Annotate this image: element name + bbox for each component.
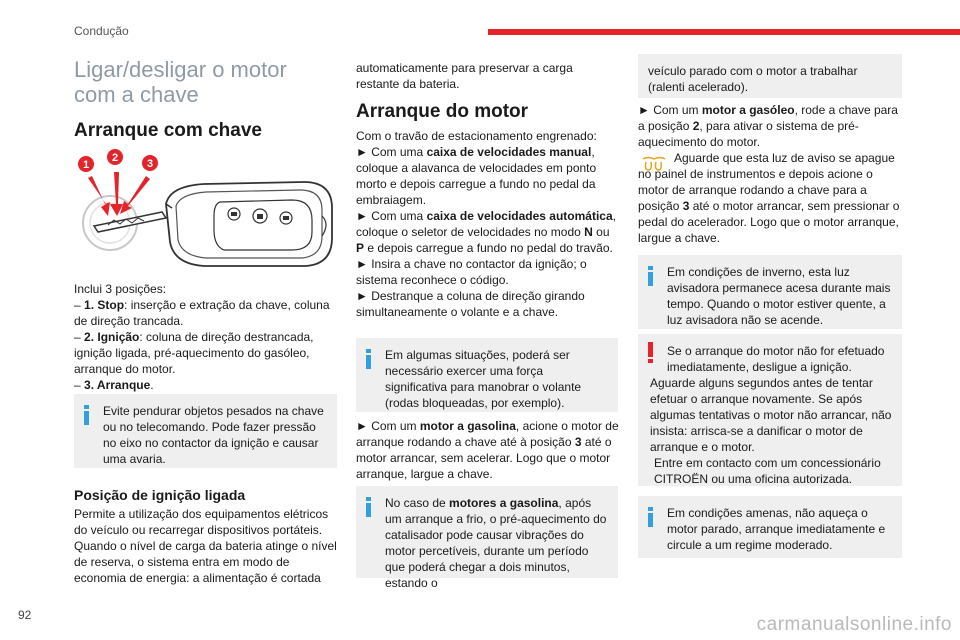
step-diesel-engine: ► Com um motor a gasóleo, rode a chave para a posição 2, para ativar o sistema de pré-aquecimento do motor. [638, 103, 898, 149]
info-icon [366, 497, 371, 517]
step-insert-key: ► Insira a chave no contactor da ignição; o sistema reconhece o código. [356, 257, 587, 287]
info-icon [366, 349, 371, 369]
position-item-1: – 1. Stop: inserção e extração da chave, coluna de direção trancada. [74, 298, 330, 328]
col2-continuation: automaticamente para preservar a carga restante da bateria. [356, 61, 573, 91]
figure-label-1: 1 [82, 159, 90, 171]
positions-intro [74, 281, 339, 393]
position-item-2: – 2. Ignição: coluna de direção destrancada, ignição ligada, pré-aquecimento do gasóleo, arranque do motor. [74, 330, 314, 376]
ignicao-paragraph: Permite a utilização dos equipamentos elétricos do veículo ou recarregar dispositivos portáteis. Quando o nível de carga da bateria atinge o nível de reserva, o sistema entra em modo de economia de energia: a alimentação é cortada [74, 507, 337, 585]
info-box-winter: Em condições de inverno, esta luz avisadora permanece acesa durante mais tempo. Quando o motor estiver quente, a luz avisadora não se acende. [638, 255, 902, 329]
positions-intro-text: Inclui 3 posições: [74, 282, 167, 296]
travao-text: Com o travão de estacionamento engrenado: [356, 129, 597, 143]
page-number: 92 [18, 608, 32, 622]
info-box-catalyst: No caso de motores a gasolina, após um arranque a frio, o pré-aquecimento do catalisador pode causar vibrações do motor percetíveis, durante um período que poderá chegar a dois minutos, estando o [356, 486, 618, 578]
step-automatic: ► Com uma caixa de velocidades automática, coloque o seletor de velocidades no modo N ou P e depois carregue a fundo no pedal do travão. [356, 209, 616, 255]
figure-label-2: 2 [111, 152, 119, 164]
section-header: Condução [74, 24, 129, 38]
heading-arranque-motor: Arranque do motor [356, 101, 529, 122]
info-icon [84, 405, 89, 425]
key-positions-figure [74, 146, 336, 274]
info-box-mild-conditions: Em condições amenas, não aqueça o motor parado, arranque imediatamente e circule a um regime moderado. [638, 496, 902, 558]
header-accent-bar [488, 29, 960, 35]
watermark: carmanualsonline.info [756, 614, 952, 635]
warning-icon [648, 342, 653, 364]
info-box-key-weight: Evite pendurar objetos pesados na chave ou no telecomando. Pode fazer pressão no eixo no contactor da ignição e causar uma avaria. [74, 394, 337, 468]
heading-ignicao-ligada: Posição de ignição ligada [74, 487, 246, 503]
arranque-steps [356, 128, 620, 320]
info-box-catalyst-continued: veículo parado com o motor a trabalhar (ralenti acelerado). [638, 54, 902, 98]
heading-arranque-com-chave: Arranque com chave [74, 120, 262, 141]
info-icon [648, 266, 653, 286]
step-manual: ► Com uma caixa de velocidades manual, coloque a alavanca de velocidades em ponto morto e depois carregue a fundo no pedal da embraiagem. [356, 145, 597, 207]
info-box-steering-force: Em algumas situações, poderá ser necessário exercer uma força significativa para manobrar o volante (rodas bloqueadas, por exemplo). [356, 338, 618, 412]
warning-box-start-failure: Se o arranque do motor não for efetuado imediatamente, desligue a ignição. Aguarde alguns segundos antes de tentar efetuar o arranque novamente. Se após algumas tentativas o motor não arrancar, não insista: arrisca-se a danificar o motor de arranque e o motor. Entre em contacto com um concessionário CITROËN ou uma oficina autorizada. [638, 334, 902, 486]
step-petrol-engine: ► Com um motor a gasolina, acione o motor de arranque rodando a chave até à posição 3 até o motor arrancar, sem acelerar. Logo que o motor arranque, largue a chave. [356, 419, 619, 481]
step-unlock-steering: ► Destranque a coluna de direção girando simultaneamente o volante e a chave. [356, 289, 585, 319]
aguarde-paragraph: Aguarde que esta luz de aviso se apague no painel de instrumentos e depois acione o motor de arranque rodando a chave para a posição 3 até o motor arrancar, sem pressionar o pedal do acelerador. Logo que o motor arranque, largue a chave. [638, 151, 900, 245]
info-icon [648, 507, 653, 527]
position-item-3: – 3. Arranque. [74, 378, 154, 392]
page-title: Ligar/desligar o motor com a chave [74, 57, 287, 107]
figure-label-3: 3 [146, 158, 154, 170]
